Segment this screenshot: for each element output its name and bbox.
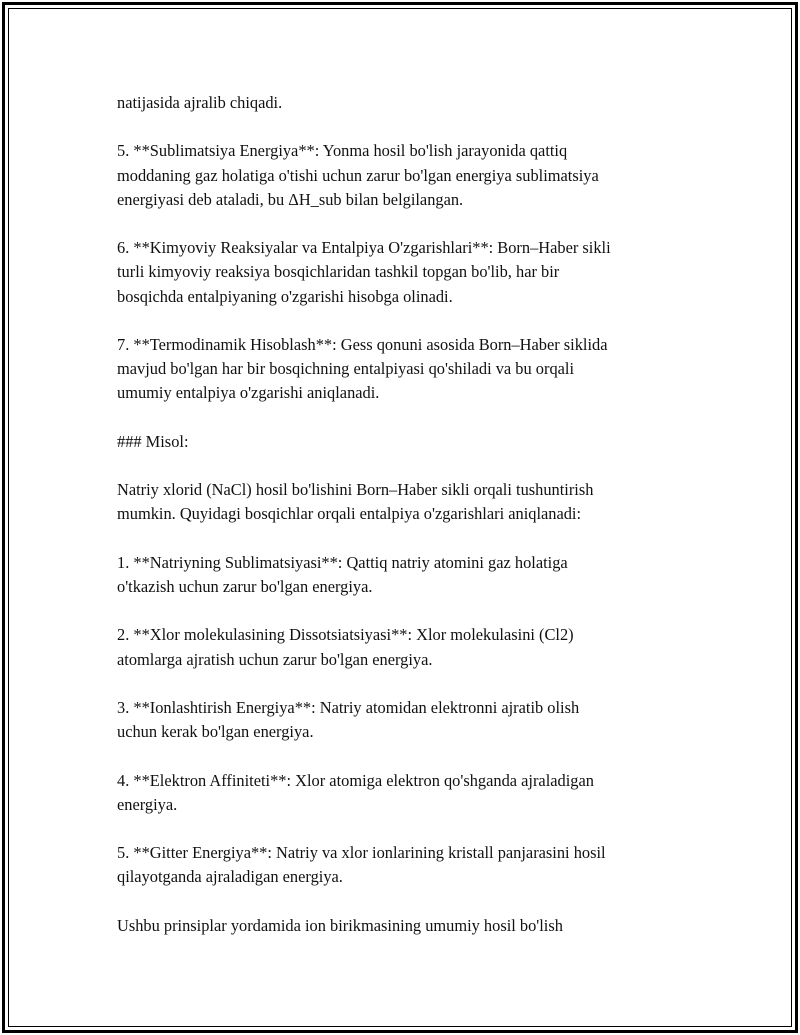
document-body (117, 91, 697, 962)
heading-example: ### Misol: (117, 431, 189, 451)
list-item-sodium-sublimation: 1. **Natriyning Sublimatsiyasi**: Qattiq natriy atomini gaz holatiga o'tkazish uchun zarur bo'lgan energiya. (117, 552, 568, 596)
list-item-chlorine-dissociation: 2. **Xlor molekulasining Dissotsiatsiyasi**: Xlor molekulasini (Cl2) atomlarga ajratish uchun zarur bo'lgan energiya. (117, 625, 574, 669)
paragraph-continuation: natijasida ajralib chiqadi. (117, 93, 283, 112)
paragraph-sublimation-energy: 5. **Sublimatsiya Energiya**: Yonma hosil bo'lish jarayonida qattiq moddaning gaz holatiga o'tishi uchun zarur bo'lgan energiya sublimatsiya energiyasi deb ataladi, bu ΔH_sub bilan belgilangan. (117, 141, 599, 209)
paragraph-nacl-intro: Natriy xlorid (NaCl) hosil bo'lishini Born–Haber sikli orqali tushuntirish mumkin. Quyidagi bosqichlar orqali entalpiya o'zgarishlari aniqlanadi: (117, 480, 594, 524)
paragraph-thermodynamic-calculation: 7. **Termodinamik Hisoblash**: Gess qonuni asosida Born–Haber siklida mavjud bo'lgan har bir bosqichning entalpiyasi qo'shiladi va bu orqali umumiy entalpiya o'zgarishi aniqlanadi. (117, 334, 608, 403)
paragraph-closing: Ushbu prinsiplar yordamida ion birikmasining umumiy hosil bo'lish (117, 915, 563, 935)
list-item-lattice-energy: 5. **Gitter Energiya**: Natriy va xlor ionlarining kristall panjarasini hosil qilayotganda ajraladigan energiya. (117, 843, 606, 887)
paragraph-reactions-enthalpy: 6. **Kimyoviy Reaksiyalar va Entalpiya O'zgarishlari**: Born–Haber sikli turli kimyoviy reaksiya bosqichlaridan tashkil topgan bo'lib, har bir bosqichda entalpiyaning o'zgarishi hisobga olinadi. (117, 238, 611, 306)
list-item-electron-affinity: 4. **Elektron Affiniteti**: Xlor atomiga elektron qo'shganda ajraladigan energiya. (117, 770, 594, 814)
list-item-ionization-energy: 3. **Ionlashtirish Energiya**: Natriy atomidan elektronni ajratib olish uchun kerak bo'lgan energiya. (117, 697, 580, 742)
